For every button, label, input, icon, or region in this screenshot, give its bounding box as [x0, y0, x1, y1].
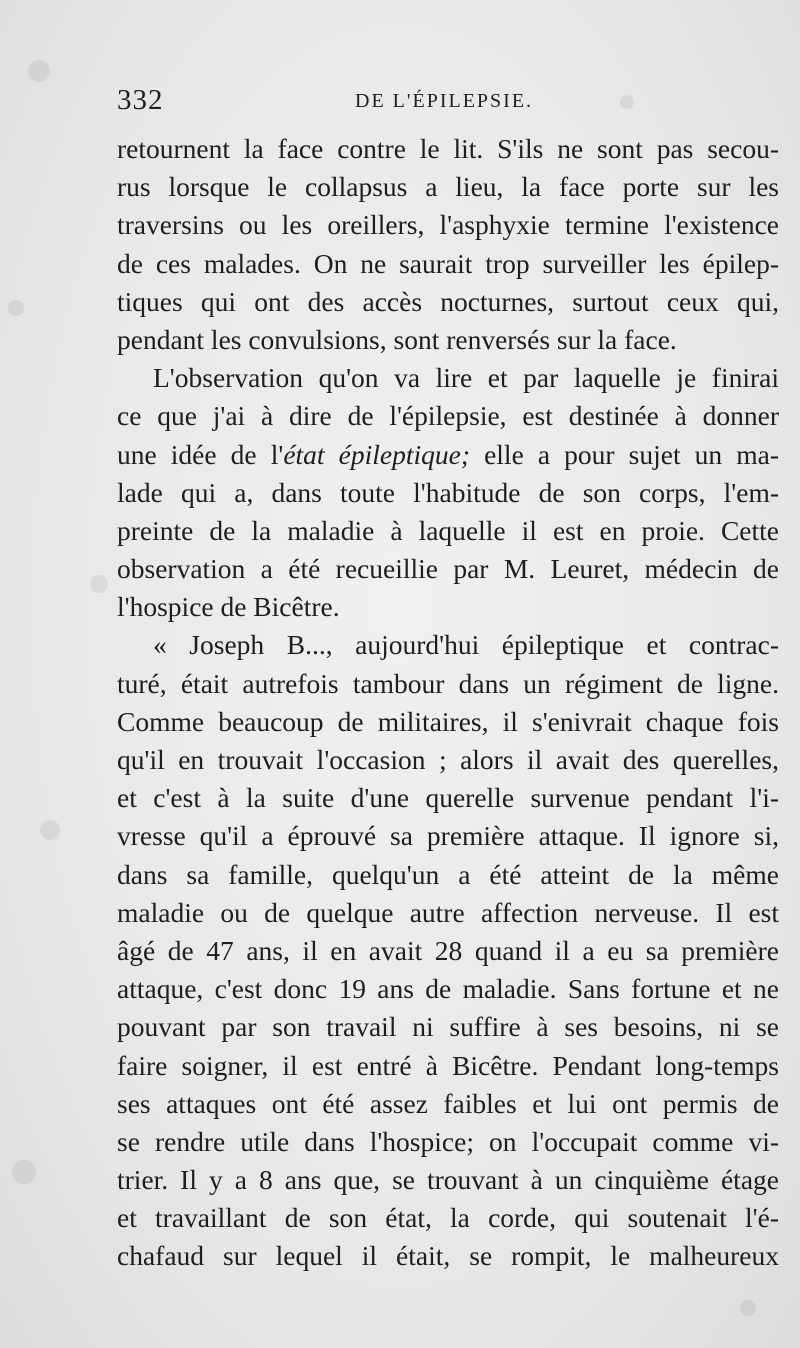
text-line: vresse qu'il a éprouvé sa première attaque. Il ignore si,: [117, 820, 779, 852]
text-line: l'hospice de Bicêtre.: [117, 591, 340, 623]
text-line: ce que j'ai à dire de l'épilepsie, est destinée à donner: [117, 400, 779, 432]
text-line: lade qui a, dans toute l'habitude de son corps, l'em-: [117, 476, 779, 508]
text-line: âgé de 47 ans, il en avait 28 quand il a eu sa première: [117, 934, 779, 966]
text-line: faire soigner, il est entré à Bicêtre. Pendant long-temps: [117, 1049, 779, 1081]
paper-speck: [40, 820, 60, 840]
text-line: pouvant par son travail ni suffire à ses besoins, ni se: [117, 1011, 779, 1043]
running-head: DE L'ÉPILEPSIE.: [355, 90, 534, 112]
text-line: dans sa famille, quelqu'un a été atteint de la même: [117, 858, 779, 890]
text-line: « Joseph B..., aujourd'hui épileptique et contrac-: [153, 629, 779, 661]
text-line: turé, était autrefois tambour dans un régiment de ligne.: [117, 667, 779, 699]
italic-term: état épileptique;: [283, 438, 470, 470]
paper-speck: [8, 300, 24, 316]
paper-speck: [740, 1300, 756, 1316]
text-line: observation a été recueillie par M. Leuret, médecin de: [117, 553, 779, 585]
text-line: trier. Il y a 8 ans que, se trouvant à un cinquième étage: [117, 1164, 779, 1196]
paper-speck: [28, 60, 50, 82]
paper-speck: [12, 1160, 36, 1184]
text-line: attaque, c'est donc 19 ans de maladie. Sans fortune et ne: [117, 973, 779, 1005]
body-text: [117, 130, 779, 1276]
text-line: chafaud sur lequel il était, se rompit, le malheureux: [117, 1240, 779, 1272]
text-line: se rendre utile dans l'hospice; on l'occupait comme vi-: [117, 1125, 779, 1157]
line-part: elle a pour sujet un ma-: [470, 438, 780, 470]
text-line: ses attaques ont été assez faibles et lui ont permis de: [117, 1087, 779, 1119]
text-line: traversins ou les oreillers, l'asphyxie termine l'existence: [117, 209, 779, 241]
text-line: preinte de la maladie à laquelle il est en proie. Cette: [117, 514, 779, 546]
text-line: et c'est à la suite d'une querelle survenue pendant l'i-: [117, 782, 779, 814]
text-line: rus lorsque le collapsus a lieu, la face porte sur les: [117, 171, 779, 203]
text-line: et travaillant de son état, la corde, qui soutenait l'é-: [117, 1202, 779, 1234]
text-line: pendant les convulsions, sont renversés sur la face.: [117, 323, 677, 355]
page-number: 332: [117, 84, 164, 116]
text-line: L'observation qu'on va lire et par laquelle je finirai: [153, 362, 779, 394]
text-line: qu'il en trouvait l'occasion ; alors il avait des querelles,: [117, 744, 779, 775]
paper-speck: [90, 575, 108, 593]
text-line: retournent la face contre le lit. S'ils ne sont pas secou-: [117, 133, 779, 164]
page-header: [117, 84, 779, 120]
line-part: une idée de l': [117, 438, 284, 470]
text-line: maladie ou de quelque autre affection nerveuse. Il est: [117, 896, 779, 928]
text-line: tiques qui ont des accès nocturnes, surtout ceux qui,: [117, 285, 779, 317]
text-line: Comme beaucoup de militaires, il s'enivrait chaque fois: [117, 705, 779, 737]
text-line-with-italic: [117, 436, 779, 474]
text-line: de ces malades. On ne saurait trop surveiller les épilep-: [117, 247, 779, 279]
